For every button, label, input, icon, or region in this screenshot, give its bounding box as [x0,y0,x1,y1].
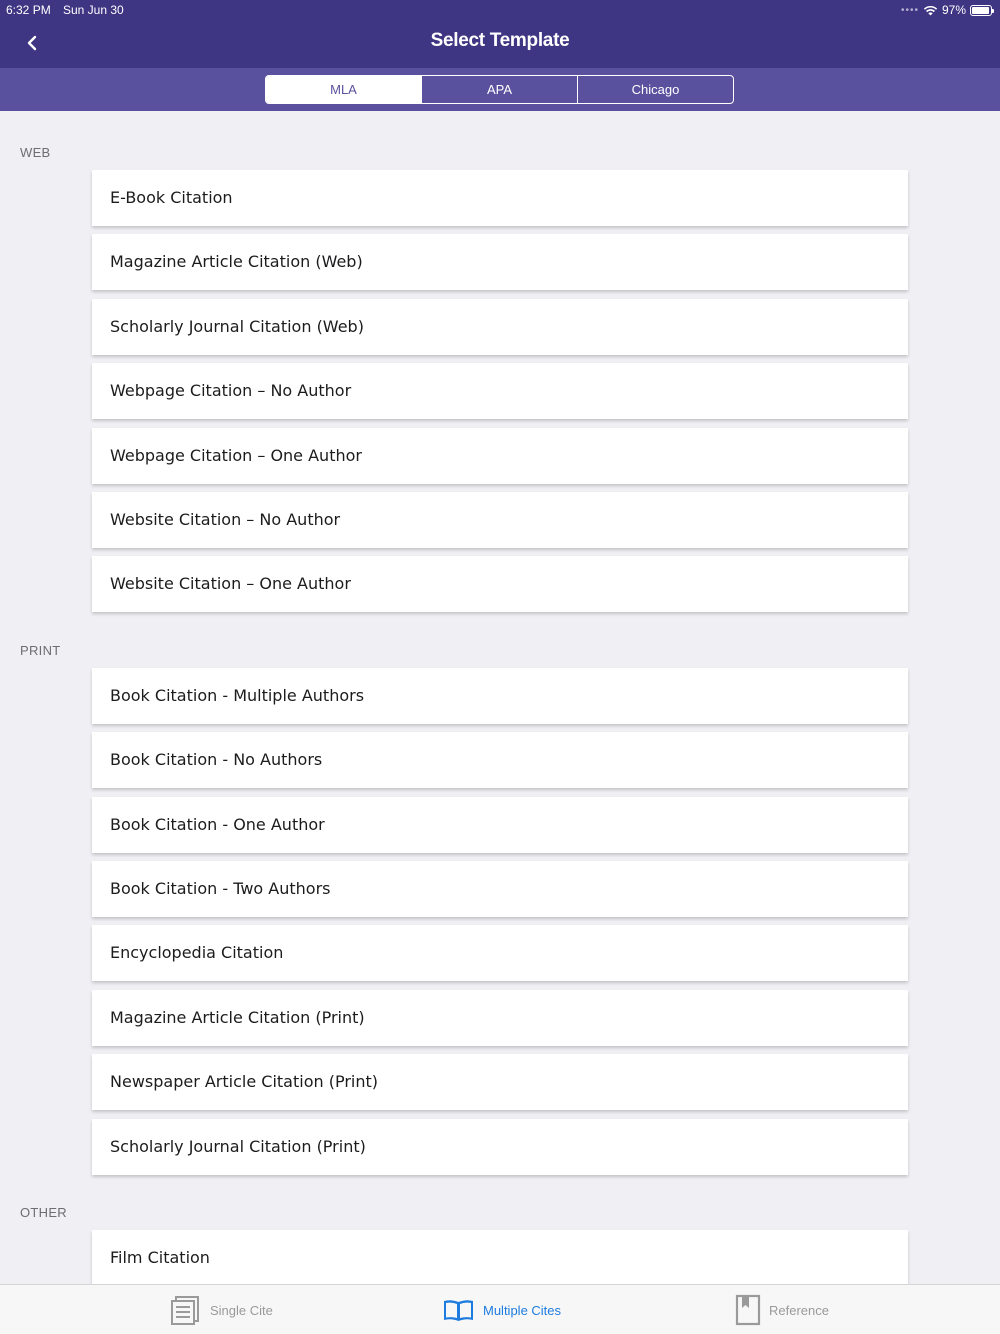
document-list-icon [170,1295,202,1325]
status-bar [0,0,1000,20]
template-item-label: Book Citation - No Authors [110,750,323,769]
template-item[interactable] [92,797,908,853]
bookmark-icon [735,1294,761,1326]
template-item-label: Book Citation - Two Authors [110,879,331,898]
template-item-label: Scholarly Journal Citation (Print) [110,1137,366,1156]
status-time: 6:32 PM [6,3,51,17]
status-date: Sun Jun 30 [63,3,124,17]
template-list[interactable] [0,111,1000,1284]
template-item-label: Website Citation – No Author [110,510,341,529]
template-item[interactable] [92,925,908,981]
template-item-label: Magazine Article Citation (Web) [110,252,363,271]
page-title: Select Template [430,30,570,51]
template-item[interactable] [92,428,908,484]
battery-icon [970,5,992,16]
section-header-print: PRINT [20,643,61,658]
template-item-label: E-Book Citation [110,188,233,207]
wifi-icon [923,5,938,16]
tab-reference[interactable] [735,1285,829,1334]
tab-label: Reference [769,1302,829,1318]
template-item[interactable] [92,990,908,1046]
template-item-label: Scholarly Journal Citation (Web) [110,317,364,336]
segment-mla[interactable]: MLA [266,76,421,103]
cellular-dots-icon: •••• [900,4,919,16]
tab-label: Multiple Cites [483,1302,562,1318]
tab-multiple-cites[interactable] [442,1285,561,1334]
template-item[interactable] [92,234,908,290]
template-item[interactable] [92,556,908,612]
segment-apa[interactable]: APA [421,76,577,103]
segment-chicago[interactable]: Chicago [577,76,733,103]
tab-bar [0,1284,1000,1334]
status-right [901,3,992,17]
template-item-label: Website Citation – One Author [110,574,351,593]
template-item-label: Book Citation - One Author [110,815,325,834]
section-header-other: OTHER [20,1205,67,1220]
template-item[interactable] [92,732,908,788]
template-item[interactable] [92,1119,908,1175]
battery-percent: 97% [941,3,966,17]
open-book-icon [442,1297,475,1323]
template-item-label: Encyclopedia Citation [110,943,284,962]
style-segmented-control [265,75,734,104]
template-item-label: Webpage Citation – One Author [110,446,362,465]
template-item[interactable] [92,668,908,724]
template-item[interactable] [92,363,908,419]
template-item-label: Magazine Article Citation (Print) [110,1008,365,1027]
template-item[interactable] [92,1230,908,1284]
navigation-bar [0,0,1000,68]
template-item[interactable] [92,492,908,548]
segment-bar [0,68,1000,111]
template-item-label: Webpage Citation – No Author [110,381,352,400]
template-item-label: Film Citation [110,1248,210,1267]
template-item[interactable] [92,299,908,355]
template-item[interactable] [92,861,908,917]
tab-label: Single Cite [210,1302,273,1318]
template-item-label: Book Citation - Multiple Authors [110,686,365,705]
template-item[interactable] [92,170,908,226]
tab-single-cite[interactable] [170,1285,273,1334]
section-header-web: WEB [20,145,51,160]
template-item-label: Newspaper Article Citation (Print) [110,1072,378,1091]
template-item[interactable] [92,1054,908,1110]
